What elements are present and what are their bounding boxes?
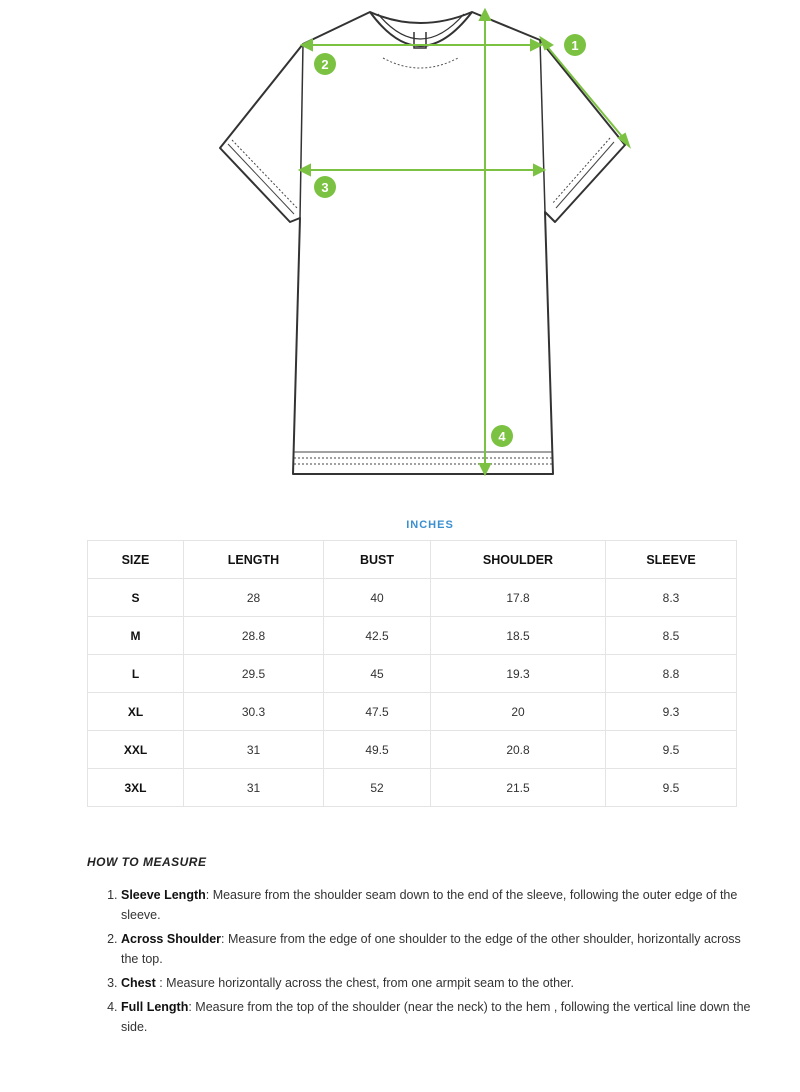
measure-description: : Measure from the edge of one shoulder to the edge of the other shoulder, horizontally across the top.: [121, 932, 741, 966]
svg-text:4: 4: [498, 429, 506, 444]
size-cell: M: [88, 617, 184, 655]
measure-description: : Measure horizontally across the chest, from one armpit seam to the other.: [155, 976, 574, 990]
shoulder-cell: 20.8: [431, 731, 606, 769]
tshirt-outline: [220, 12, 625, 474]
sleeve-cell: 8.3: [606, 579, 737, 617]
list-item: [121, 929, 761, 969]
header-sleeve: SLEEVE: [606, 541, 737, 579]
list-item: [121, 885, 761, 925]
measure-description: : Measure from the shoulder seam down to the end of the sleeve, following the outer edge of the sleeve.: [121, 888, 738, 922]
bust-cell: 45: [324, 655, 431, 693]
table-row: [88, 769, 737, 807]
bust-cell: 40: [324, 579, 431, 617]
bust-cell: 42.5: [324, 617, 431, 655]
shoulder-cell: 18.5: [431, 617, 606, 655]
header-bust: BUST: [324, 541, 431, 579]
table-row: [88, 693, 737, 731]
sleeve-cell: 9.3: [606, 693, 737, 731]
marker-2: [314, 53, 336, 75]
size-chart-table: [87, 540, 737, 807]
svg-text:3: 3: [321, 180, 329, 195]
measure-term: Sleeve Length: [121, 888, 206, 902]
sleeve-cell: 8.5: [606, 617, 737, 655]
size-cell: S: [88, 579, 184, 617]
size-cell: XL: [88, 693, 184, 731]
length-cell: 31: [184, 769, 324, 807]
bust-cell: 49.5: [324, 731, 431, 769]
length-cell: 30.3: [184, 693, 324, 731]
svg-text:2: 2: [321, 57, 329, 72]
header-length: LENGTH: [184, 541, 324, 579]
size-cell: XXL: [88, 731, 184, 769]
table-row: [88, 617, 737, 655]
size-cell: L: [88, 655, 184, 693]
measure-term: Across Shoulder: [121, 932, 222, 946]
header-size: SIZE: [88, 541, 184, 579]
length-cell: 31: [184, 731, 324, 769]
marker-1: [564, 34, 586, 56]
marker-3: [314, 176, 336, 198]
list-item: [121, 973, 761, 993]
measure-term: Chest: [121, 976, 156, 990]
how-to-measure-list: [87, 885, 761, 1041]
tshirt-measurement-diagram: [0, 0, 800, 490]
table-row: [88, 655, 737, 693]
length-cell: 29.5: [184, 655, 324, 693]
shoulder-cell: 17.8: [431, 579, 606, 617]
unit-label: INCHES: [406, 519, 454, 531]
shoulder-cell: 21.5: [431, 769, 606, 807]
table-header-row: [88, 541, 737, 579]
bust-cell: 52: [324, 769, 431, 807]
bust-cell: 47.5: [324, 693, 431, 731]
sleeve-cell: 9.5: [606, 769, 737, 807]
sleeve-cell: 9.5: [606, 731, 737, 769]
table-row: [88, 731, 737, 769]
svg-text:1: 1: [571, 38, 579, 53]
list-item: [121, 997, 761, 1037]
length-cell: 28.8: [184, 617, 324, 655]
shoulder-cell: 19.3: [431, 655, 606, 693]
table-row: [88, 579, 737, 617]
size-cell: 3XL: [88, 769, 184, 807]
measure-description: : Measure from the top of the shoulder (near the neck) to the hem , following the vertical line down the side.: [121, 1000, 751, 1034]
shoulder-cell: 20: [431, 693, 606, 731]
measure-term: Full Length: [121, 1000, 189, 1014]
header-shoulder: SHOULDER: [431, 541, 606, 579]
marker-4: [491, 425, 513, 447]
how-to-measure-title: HOW TO MEASURE: [87, 855, 207, 869]
sleeve-cell: 8.8: [606, 655, 737, 693]
length-cell: 28: [184, 579, 324, 617]
